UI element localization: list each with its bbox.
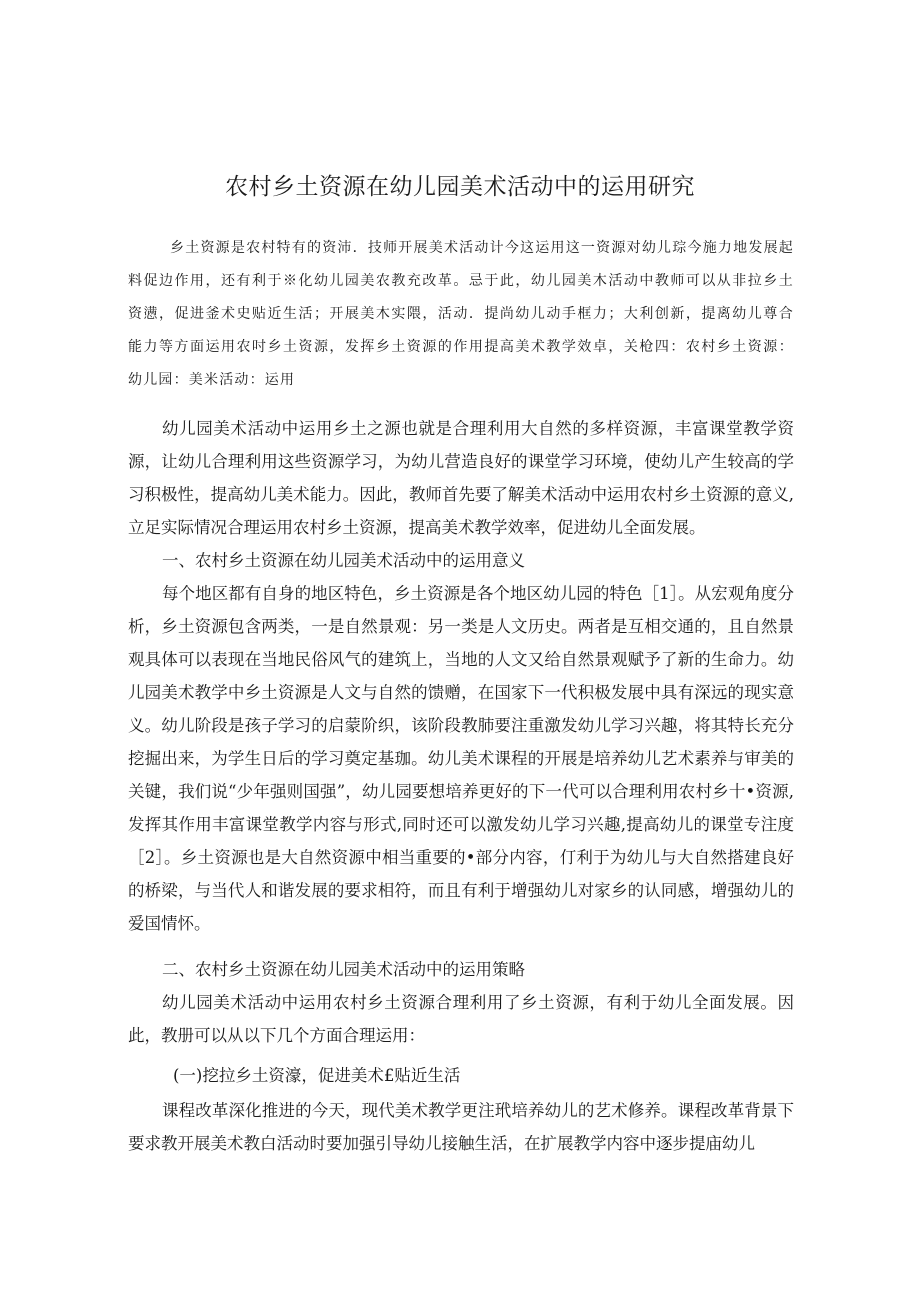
subsection-1-paragraph: 课程改革深化推进的今天，现代美术教学更注玳培养幼儿的艺术修养。课程改革背景下要求教开展美术教白活动时要加强引导幼儿接触生活，在扩展教学内容中逐步提庙幼儿 — [128, 1101, 794, 1153]
abstract-paragraph: 乡土资源是农村特有的资沛．技师开展美术活动计今这运用这一资源对幼儿琮今施力地发展起料促边作用，还有利于※化幼儿园美农教充改革。忌于此，幼儿园美木活动中教师可以从非拉乡土资懑，促进釜术史贴近生活；开展美木实隈，活动．提尚幼儿动手框力；大利创新，提离幼儿尊合能力等方面运用农吋乡土资源，发挥乡土资源的作用提高美术教学效卓，关枪四：农村乡土资源：幼儿园：美米活动：运用 — [128, 240, 794, 388]
intro-paragraph: 幼儿园美术活动中运用乡土之源也就是合理利用大自然的多样资源，丰富课堂教学资源，让幼儿合理利用这些资源学习，为幼儿营造良好的课堂学习环境，使幼儿产生较高的学习积极性，提高幼儿美术能力。因此，教师首先要了解美术活动中运用农村乡土资源的意义,立足实际情况合理运用农村乡土资源，提高美术教学效率，促进幼儿全面发展。 — [128, 419, 794, 537]
section-1-paragraph: 每个地区都有自身的地区特色，乡土资源是各个地区幼儿园的特色［1］。从宏观角度分析，乡土资源包含两类，一是自然景观：另一类是人文历史。两者是互相交通的，且自然景观具体可以表现在当地民俗风气的建筑上，当地的人文又给自然景观赋予了新的生命力。幼儿园美术教学中乡土资源是人文与自然的馈赠，在国家下一代积极发展中具有深远的现实意义。幼儿阶段是孩子学习的启蒙阶织，该阶段教肺要注重激发幼儿学习兴趣，将其特长充分挖掘出来，为学生日后的学习奠定基珈。幼儿美术课程的开展是培养幼儿艺术素养与审美的关键，我们说“少年强则国强”，幼儿园要想培养更好的下一代可以合理利用农村乡十•资源,发挥其作用丰富课堂教学内容与形式,同时还可以激发幼儿学习兴趣,提高幼儿的课堂专注度［2］。乡土资源也是大自然资源中相当重要的•部分内容，仃利于为幼儿与大自然搭建良好的桥梁，与当代人和谐发展的要求相符，而且有利于增强幼儿对家乡的认同感，增强幼儿的爱国情怀。 — [128, 584, 794, 933]
document-title: 农村乡土资源在幼儿园美术活动中的运用研究 — [225, 174, 695, 200]
section-2-paragraph: 幼儿园美术活动中运用农村乡土资源合理利用了乡土资源，有利于幼儿全面发展。因此，教册可以从以下几个方面合理运用： — [128, 993, 794, 1045]
subsection-heading-1: (一)挖拉乡土资濠，促进美术£贴近生活 — [173, 1066, 461, 1085]
section-heading-2: 二、农村乡土资源在幼儿园美术活动中的运用策略 — [162, 960, 525, 979]
section-heading-1: 一、农村乡土资源在幼儿园美术活动中的运用意义 — [162, 551, 525, 570]
